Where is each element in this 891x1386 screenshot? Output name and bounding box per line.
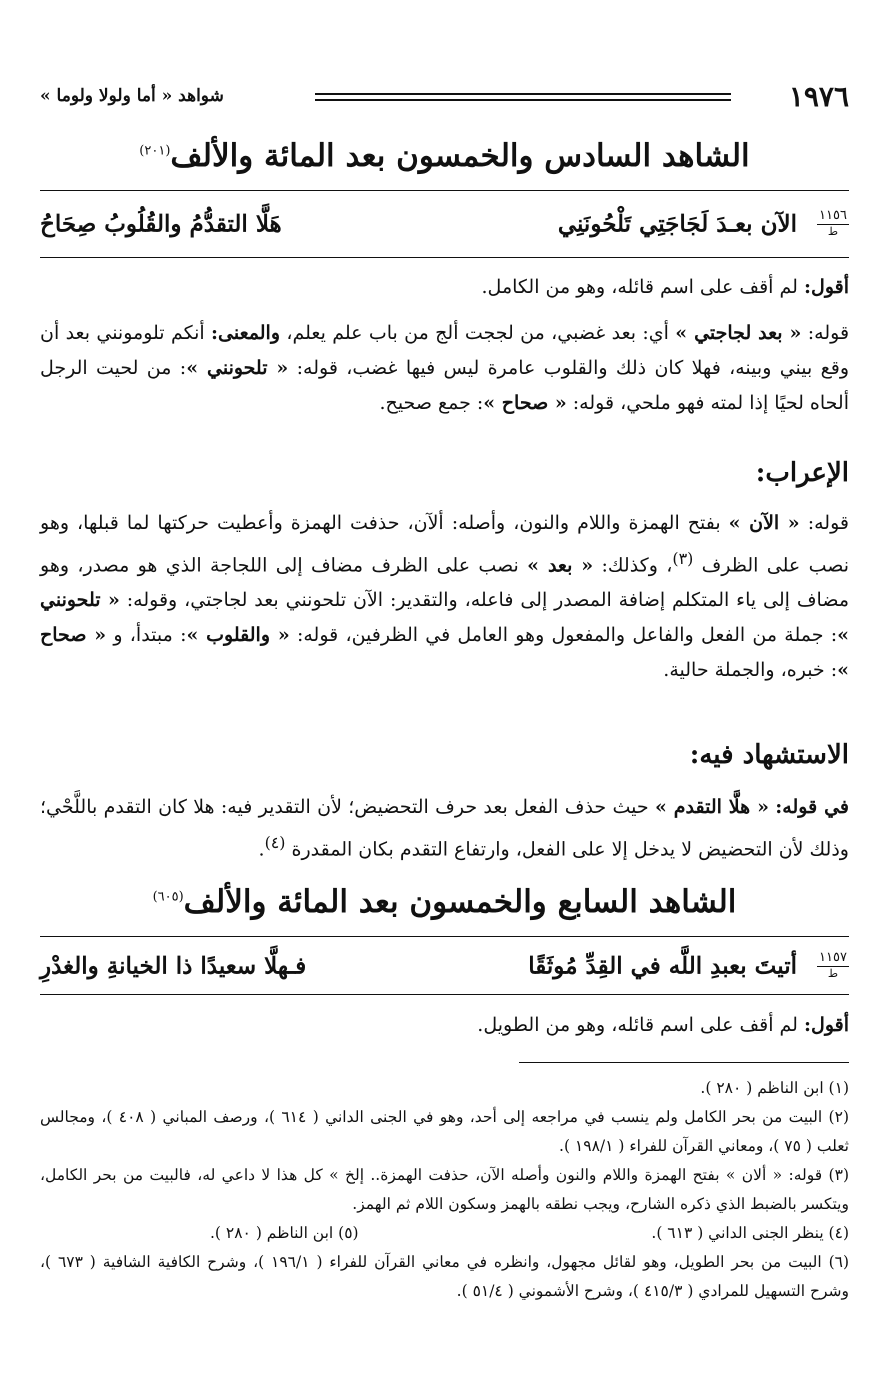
aqulu-paragraph xyxy=(40,1008,849,1043)
verse-block xyxy=(40,190,849,258)
irab-text: : جملة من الفعل والفاعل والمفعول وهو العامل في الظرفين، قوله: xyxy=(296,624,838,647)
irab-heading: الإعراب: xyxy=(755,458,849,488)
footnote-ref: (٢٠١) xyxy=(139,143,171,159)
verse-block xyxy=(40,936,849,995)
footnote-ref: (٤) xyxy=(264,833,286,852)
footnote: (٦) البيت من بحر الطويل، وهو لقائل مجهول، وانظره في معاني القرآن للفراء ( ١٩٦/١ )، وشرح الكافية الشافية ( ٦٧٣ )، وشرح التسهيل للمرادي ( ٤١٥/٣ )، وشرح الأشموني ( ٥١/٤ ). xyxy=(40,1253,850,1300)
first-hemistich: أتيتَ بعبدِ اللَّه في القِدِّ مُوثَقًا xyxy=(528,952,797,979)
meter-sign: ط xyxy=(827,225,839,238)
footnote-row xyxy=(40,1219,849,1248)
running-title: شواهد « أما ولولا ولوما » xyxy=(40,86,224,106)
verse-number-value: ١١٥٦ xyxy=(817,209,849,225)
istishhad-paragraph xyxy=(40,790,849,867)
section-title xyxy=(40,138,849,174)
footnote: (١) ابن الناظم ( ٢٨٠ ). xyxy=(700,1079,849,1097)
irab-text: : مبتدأ، و xyxy=(113,624,187,647)
istishhad-end: . xyxy=(258,838,265,861)
verse-number xyxy=(817,209,849,239)
irab-text: ، وكذلك: xyxy=(601,554,673,577)
footnote: (٢) البيت من بحر الكامل ولم ينسب في مراجعه إلى أحد، وهو في الجنى الداني ( ٦١٤ )، ورصف المباني ( ٤٠٨ )، ومجالس ثعلب ( ٧٥ )، ومعاني القرآن للفراء ( ١٩٨/١ ). xyxy=(40,1108,849,1155)
irab-text: : خبره، والجملة حالية. xyxy=(663,659,838,682)
gloss-term: « تلحونني » xyxy=(186,357,289,379)
section-title-text: الشاهد السادس والخمسون بعد المائة والألف xyxy=(170,138,750,174)
irab-text: بفتح الهمزة واللام والنون، وأصله: ألآن، حذفت الهمزة وأعطيت حركتها لما قبلها، وهو نصب على الظرف xyxy=(40,512,849,577)
aqulu-text: لم أقف على اسم قائله، وهو من الطويل. xyxy=(477,1014,798,1036)
gloss-term: « والقلوب » xyxy=(186,624,290,647)
gloss-term: « بعد لجاجتي » xyxy=(675,322,802,344)
gloss-label: قوله: xyxy=(807,322,850,344)
footnote-ref: (٣) xyxy=(672,549,694,568)
irab-paragraph xyxy=(40,506,849,688)
meter-sign: ط xyxy=(827,966,839,980)
istishhad-heading: الاستشهاد فيه: xyxy=(689,740,849,770)
irab-text: نصب على الظرف مضاف إلى اللجاجة الذي هو مصدر، وهو مضاف إلى ياء المتكلم إضافة المصدر إلى فاعله، والتقدير: الآن تلحونني بعد لجاجتي، وقوله: xyxy=(40,554,849,612)
gloss-term: « بعد » xyxy=(527,554,594,577)
running-header xyxy=(40,80,849,114)
gloss-paragraph xyxy=(40,316,849,421)
footnotes xyxy=(40,1074,849,1306)
header-double-rule xyxy=(315,93,731,101)
gloss-term: « هلَّا التقدم » xyxy=(654,796,769,818)
footnote: (٥) ابن الناظم ( ٢٨٠ ). xyxy=(210,1224,359,1242)
aqulu-paragraph xyxy=(40,270,849,305)
istishhad-label: في قوله: xyxy=(775,796,850,818)
section-title-text: الشاهد السابع والخمسون بعد المائة والألف xyxy=(183,884,737,920)
meaning-text: أنكم تلومونني بعد أن وقع بيني وبينه، فهلا كان ذلك والقلوب عامرة ليس فيها غضب، قوله: xyxy=(40,322,850,379)
gloss-term: « تلحونني » xyxy=(40,589,850,647)
gloss-term: « صحاح » xyxy=(483,392,567,414)
gloss-term: « صحاح » xyxy=(40,624,849,682)
verse-number xyxy=(817,951,849,981)
second-hemistich: هَلَّا التقدُّمُ والقُلُوبُ صِحَاحُ xyxy=(40,210,282,238)
gloss-text: أي: بعد غضبي، من لججت ألج من باب علم يعلم، xyxy=(286,322,669,344)
aqulu-text: لم أقف على اسم قائله، وهو من الكامل. xyxy=(481,276,798,298)
footnote-separator xyxy=(519,1062,849,1063)
istishhad-text: حيث حذف الفعل بعد حرف التحضيض؛ لأن التقدير فيه: هلا كان التقدم باللَّحْي؛ وذلك لأن التحضيض لا يدخل إلا على الفعل، وارتفاع التقدم بكان المقدرة xyxy=(40,796,849,861)
gloss-term: « الآن » xyxy=(728,512,800,534)
page-number: ١٩٧٦ xyxy=(788,80,849,113)
footnote: (٣) قوله: « ألان » بفتح الهمزة واللام والنون وأصله الآن، حذفت الهمزة.. إلخ » كل هذا لا داعي له، فالبيت من بحر الكامل، ويتكسر بالضبط الذي ذكره الشارح، ويجب نطقه بالهمز وسكون اللام ثم الهمز. xyxy=(40,1166,849,1213)
aqulu-label: أقول: xyxy=(804,276,849,298)
verse-number-value: ١١٥٧ xyxy=(817,951,849,967)
second-hemistich: فـهلَّا سعيدًا ذا الخيانةِ والغدْرِ xyxy=(40,952,307,979)
gloss-label: قوله: xyxy=(807,512,849,534)
meaning-label: والمعنى: xyxy=(211,322,280,344)
aqulu-label: أقول: xyxy=(804,1014,849,1036)
section-title xyxy=(40,884,849,920)
first-hemistich: الآن بعـدَ لَجَاجَتِي تَلْحُونَنِي xyxy=(557,210,797,238)
footnote: (٤) ينظر الجنى الداني ( ٦١٣ ). xyxy=(651,1224,849,1242)
gloss-text: : من لحيت الرجل ألحاه لحيًا إذا لمته فهو ملحي، قوله: xyxy=(40,357,849,414)
footnote-ref: (٦٠٥) xyxy=(152,889,184,905)
gloss-text: : جمع صحيح. xyxy=(379,392,484,414)
